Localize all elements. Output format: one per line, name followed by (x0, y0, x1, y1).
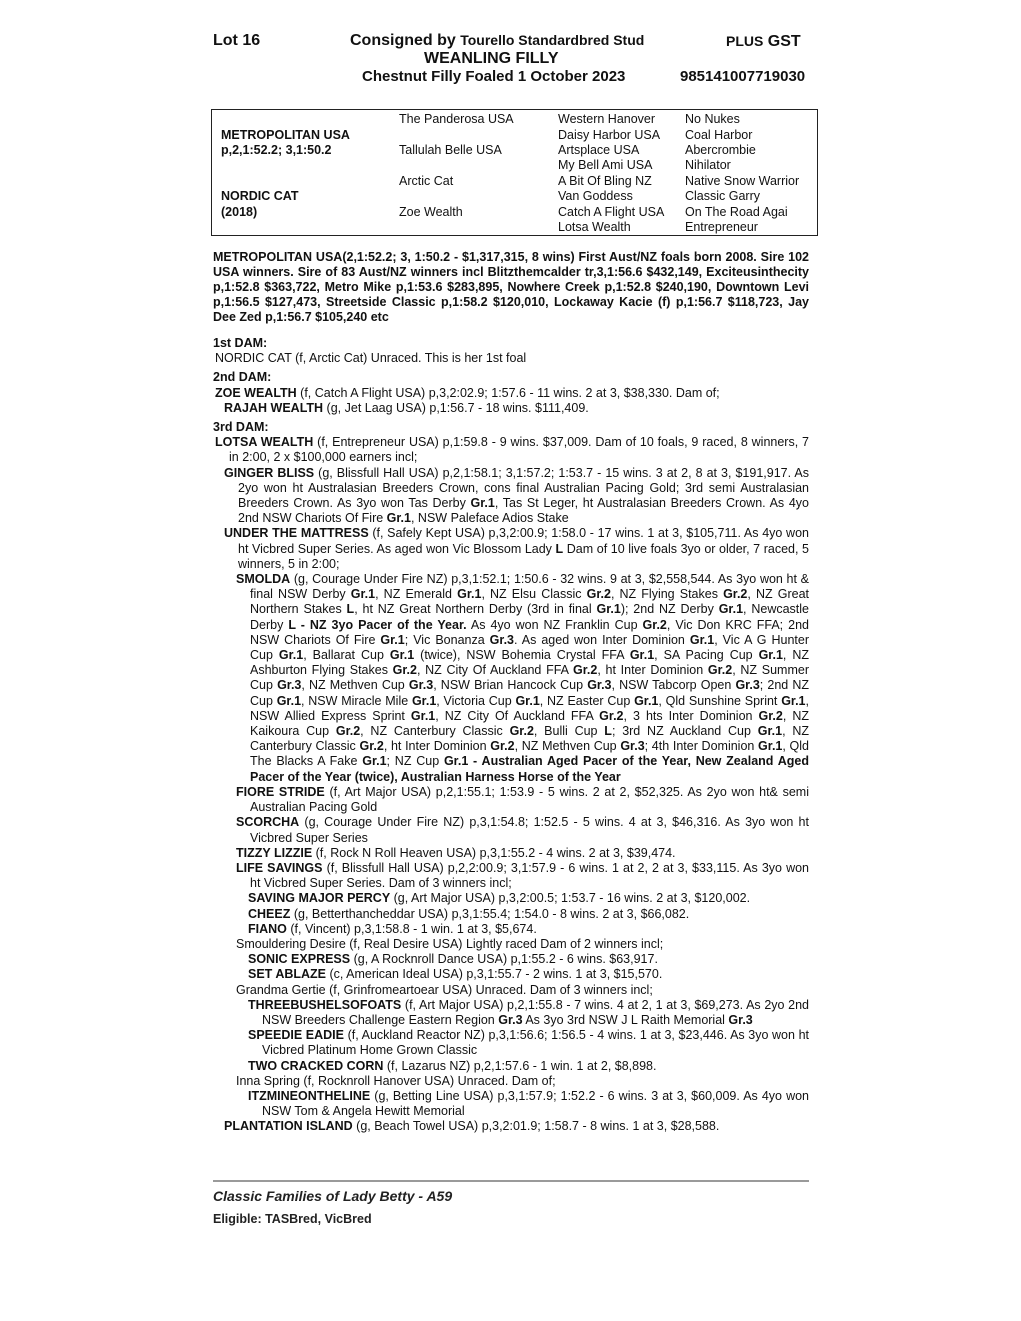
lot-title: WEANLING FILLY (424, 50, 559, 67)
first-dam-heading: 1st DAM: (213, 336, 268, 350)
pedigree-gen4: Coal Harbor (685, 128, 753, 142)
consignor-line (350, 32, 644, 50)
progeny-entry: GINGER BLISS (g, Blissfull Hall USA) p,2,1:58.1; 3,1:57.2; 1:53.7 - 15 wins. 3 at 2, 8 at 3, $191,917. As 2yo won ht Australasian Breeders Crown, cons final Australian Pacing Gold; 3rd semi Australasian Breeders Crown. As 3yo won Tas Derby Gr.1, Tas St Leger, ht Australasian Breeders Crown. As 4yo 2nd NSW Chariots Of Fire Gr.1, NSW Paleface Adios Stake (224, 465, 809, 526)
dam-year: (2018) (221, 205, 258, 219)
pedigree-gen3: Western Hanover (558, 112, 656, 126)
progeny-entry: UNDER THE MATTRESS (f, Safely Kept USA) p,3,2:00.9; 1:58.0 - 17 wins. 1 at 3, $105,711. As 4yo won ht Vicbred Super Series. As aged won Vic Blossom Lady L Dam of 10 live foals 3yo or older, 7 raced, 5 winners, 5 in 2:00; (224, 526, 809, 571)
gst-label: GST (767, 33, 801, 50)
progeny-entry: SONIC EXPRESS (g, A Rocknroll Dance USA) p,1:55.2 - 6 wins. $63,917. (248, 952, 658, 967)
pedigree-gen2: Arctic Cat (399, 174, 454, 188)
plus-label: PLUS (726, 33, 764, 49)
progeny-entry: Smouldering Desire (f, Real Desire USA) Lightly raced Dam of 2 winners incl; (236, 936, 664, 951)
pedigree-gen3: A Bit Of Bling NZ (558, 174, 652, 188)
microchip-number: 985141007719030 (680, 68, 806, 85)
pedigree-gen4: No Nukes (685, 112, 740, 126)
pedigree-gen3: My Bell Ami USA (558, 158, 653, 172)
progeny-entry: Grandma Gertie (f, Grinfromeartoear USA) Unraced. Dam of 3 winners incl; (236, 982, 653, 997)
pedigree-gen4: Entrepreneur (685, 220, 758, 234)
third-dam-heading: 3rd DAM: (213, 420, 269, 435)
family-section (213, 336, 809, 1135)
classic-family: Classic Families of Lady Betty - A59 (213, 1188, 453, 1204)
progeny-entry: SAVING MAJOR PERCY (g, Art Major USA) p,3,2:00.5; 1:53.7 - 16 wins. 2 at 3, $120,002. (248, 891, 751, 906)
sire-name: METROPOLITAN USA (221, 128, 350, 142)
progeny-entry: PLANTATION ISLAND (g, Beach Towel USA) p,3,2:01.9; 1:58.7 - 8 wins. 1 at 3, $28,588. (224, 1119, 720, 1134)
progeny-entry: Inna Spring (f, Rocknroll Hanover USA) Unraced. Dam of; (236, 1073, 556, 1088)
footer-divider (213, 1180, 809, 1182)
progeny-entry: FIORE STRIDE (f, Art Major USA) p,2,1:55.1; 1:53.9 - 5 wins. 2 at 2, $52,325. As 2yo won ht& semi Australian Pacing Gold (236, 784, 809, 815)
pedigree-gen2: Tallulah Belle USA (399, 143, 502, 157)
price-note (726, 33, 801, 51)
progeny-entry: SET ABLAZE (c, American Ideal USA) p,3,1:55.7 - 2 wins. 1 at 3, $15,570. (248, 967, 663, 982)
second-dam-entry: ZOE WEALTH (f, Catch A Flight USA) p,3,2:02.9; 1:57.6 - 11 wins. 2 at 3, $38,330. Dam of; (215, 385, 720, 400)
consignor-name: Tourello Standardbred Stud (460, 32, 645, 48)
pedigree-gen4: Native Snow Warrior (685, 174, 800, 188)
second-dam-heading: 2nd DAM: (213, 370, 272, 385)
pedigree-gen3: Catch A Flight USA (558, 205, 665, 219)
pedigree-gen4: Nihilator (685, 158, 731, 172)
pedigree-gen3: Lotsa Wealth (558, 220, 631, 234)
progeny-entry: FIANO (f, Vincent) p,3,1:58.8 - 1 win. 1 at 3, $5,674. (248, 921, 537, 936)
pedigree-gen2: The Panderosa USA (399, 112, 514, 126)
progeny-entry: THREEBUSHELSOFOATS (f, Art Major USA) p,2,1:55.8 - 7 wins. 4 at 2, 1 at 3, $69,273. As 2yo 2nd NSW Breeders Challenge Eastern Region Gr.3 As 3yo 3rd NSW J L Raith Memorial Gr.3 (248, 997, 809, 1027)
foaling-details: Chestnut Filly Foaled 1 October 2023 (362, 68, 626, 85)
consigned-by-label: Consigned by (350, 32, 456, 49)
progeny-entry: TWO CRACKED CORN (f, Lazarus NZ) p,2,1:57.6 - 1 win. 1 at 2, $8,898. (248, 1058, 657, 1073)
pedigree-gen3: Daisy Harbor USA (558, 128, 661, 142)
progeny-entry: SCORCHA (g, Courage Under Fire NZ) p,3,1:54.8; 1:52.5 - 5 wins. 4 at 3, $46,316. As 3yo won ht Vicbred Super Series (236, 815, 809, 845)
progeny-entry: LIFE SAVINGS (f, Blissfull Hall USA) p,2,2:00.9; 3,1:57.9 - 6 wins. 1 at 2, 2 at 3, $33,115. As 3yo won ht Vicbred Super Series. Dam of 3 winners incl; (236, 860, 809, 891)
progeny-entry: CHEEZ (g, Betterthancheddar USA) p,3,1:55.4; 1:54.0 - 8 wins. 2 at 3, $66,082. (248, 906, 690, 921)
pedigree-gen4: Abercrombie (685, 143, 756, 157)
pedigree-gen4: On The Road Agai (685, 205, 788, 219)
third-dam-entry: LOTSA WEALTH (f, Entrepreneur USA) p,1:59.8 - 9 wins. $37,009. Dam of 10 foals, 9 raced, 8 winners, 7 in 2:00, 2 x $100,000 earners incl; (215, 435, 809, 465)
sire-record: p,2,1:52.2; 3,1:50.2 (221, 143, 332, 157)
progeny-entry: SPEEDIE EADIE (f, Auckland Reactor NZ) p,3,1:56.6; 1:56.5 - 4 wins. 1 at 3, $23,446. As 3yo won ht Vicbred Platinum Home Grown Classic (248, 1028, 809, 1058)
lot-number: Lot 16 (213, 32, 261, 49)
progeny-entry: SMOLDA (g, Courage Under Fire NZ) p,3,1:52.1; 1:50.6 - 32 wins. 9 at 3, $2,558,544. As 3yo won ht & final NSW Derby Gr.1, NZ Emerald Gr.1, NZ Elsu Classic Gr.2, NZ Flying Stakes Gr.2, NZ Great Northern Stakes L, ht NZ Great Northern Derby (3rd in final Gr.1); 2nd NZ Derby Gr.1, Newcastle Derby L - NZ 3yo Pacer of the Year. As 4yo won NZ Franklin Cup Gr.2, Vic Don KRC FFA; 2nd NSW Chariots Of Fire Gr.1; Vic Bonanza Gr.3. As aged won Inter Dominion Gr.1, Vic A G Hunter Cup Gr.1, Ballarat Cup Gr.1 (twice), NSW Bohemia Crystal FFA Gr.1, SA Pacing Cup Gr.1, NZ Ashburton Flying Stakes Gr.2, NZ City Of Auckland FFA Gr.2, ht Inter Dominion Gr.2, NZ Summer Cup Gr.3, NZ Methven Cup Gr.3, NSW Brian Hancock Cup Gr.3, NSW Tabcorp Open Gr.3; 2nd NZ Cup Gr.1, NSW Miracle Mile Gr.1, Victoria Cup Gr.1, NZ Easter Cup Gr.1, Qld Sunshine Sprint Gr.1, NSW Allied Express Sprint Gr.1, NZ City Of Auckland FFA Gr.2, 3 hts Inter Dominion Gr.2, NZ Kaikoura Cup Gr.2, NZ Canterbury Classic Gr.2, Bulli Cup L; 3rd NZ Auckland Cup Gr.1, NZ Canterbury Classic Gr.2, ht Inter Dominion Gr.2, NZ Methven Cup Gr.3; 4th Inter Dominion Gr.1, Qld The Blacks A Fake Gr.1; NZ Cup Gr.1 - Australian Aged Pacer of the Year, New Zealand Aged Pacer of the Year (twice), Australian Harness Horse of the Year (236, 572, 810, 784)
progeny-entry: RAJAH WEALTH (g, Jet Laag USA) p,1:56.7 - 18 wins. $111,409. (224, 400, 589, 415)
progeny-entry: TIZZY LIZZIE (f, Rock N Roll Heaven USA) p,3,1:55.2 - 4 wins. 2 at 3, $39,474. (236, 845, 676, 860)
sire-summary: METROPOLITAN USA(2,1:52.2; 3, 1:50.2 - $1,317,315, 8 wins) First Aust/NZ foals born 2008. Sire 102 USA winners. Sire of 83 Aust/NZ winners incl Blitzthemcalder tr,3,1:56.6 $432,149, Exciteusinthecity p,1:52.8 $363,722, Metro Mike p,1:53.6 $283,895, Nowhere Creek p,1:52.8 $240,190, Downtown Levi p,1:56.5 $127,473, Streetside Classic p,1:58.2 $120,010, Lockaway Kacie (f) p,1:56.7 $118,723, Jay Dee Zed p,1:56.7 $105,240 etc (213, 250, 809, 324)
pedigree-gen3: Artsplace USA (558, 143, 640, 157)
progeny-entry: ITZMINEONTHELINE (g, Betting Line USA) p,3,1:57.9; 1:52.2 - 6 wins. 3 at 3, $60,009. As 4yo won NSW Tom & Angela Hewitt Memorial (248, 1088, 809, 1119)
pedigree-table (211, 109, 818, 236)
pedigree-gen4: Classic Garry (685, 189, 761, 203)
first-dam-entry: NORDIC CAT (f, Arctic Cat) Unraced. This is her 1st foal (215, 351, 527, 366)
dam-name: NORDIC CAT (221, 189, 299, 203)
pedigree-gen2: Zoe Wealth (399, 205, 463, 219)
eligibility: Eligible: TASBred, VicBred (213, 1212, 372, 1226)
pedigree-gen3: Van Goddess (558, 189, 633, 203)
